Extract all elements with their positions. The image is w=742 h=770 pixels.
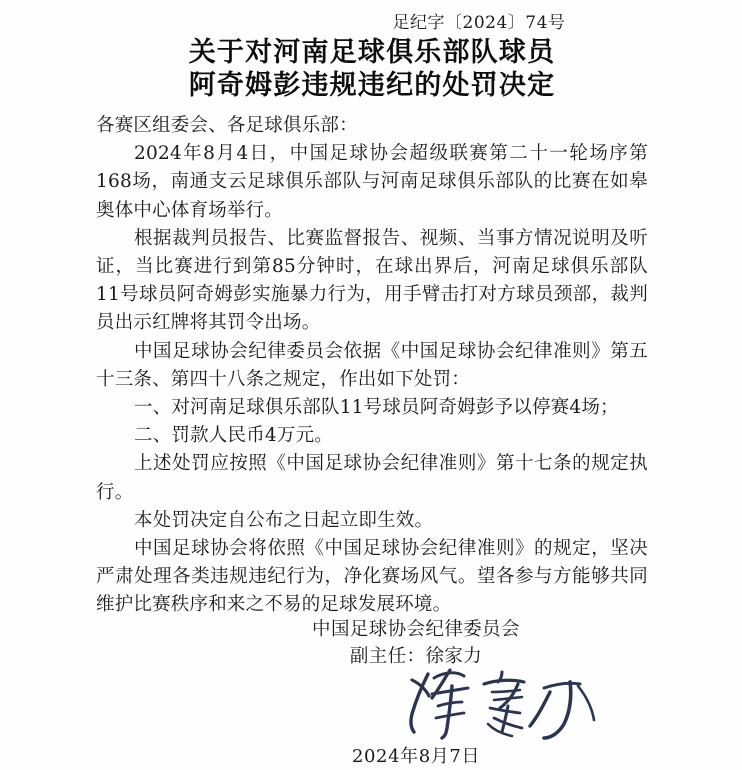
signature-date: 2024年8月7日 [351,746,481,767]
paragraph-execution: 上述处罚应按照《中国足球协会纪律准则》第十七条的规定执行。 [96,453,648,503]
handwritten-signature [398,662,628,742]
title-line-1: 关于对河南足球俱乐部队球员 [188,37,556,68]
paragraph-effective-date: 本处罚决定自公布之日起立即生效。 [134,509,434,531]
paragraph-incident: 根据裁判员报告、比赛监督报告、视频、当事方情况说明及听证，当比赛进行到第85分钟时，在球出界后，河南足球俱乐部队11号球员阿奇姆彭实施暴力行为，用手臂击打对方球员颈部，裁判员出示红牌将其罚令出场。 [96,227,648,334]
title-line-2: 阿奇姆彭违规违纪的处罚决定 [188,70,556,101]
document-body [96,112,648,620]
signature-block [96,616,648,670]
document-number: 足纪字〔2024〕74号 [392,13,566,33]
paragraph-closing-statement: 中国足球协会将依照《中国足球协会纪律准则》的规定，坚决严肃处理各类违规违纪行为，净化赛场风气。望各参与方能够共同维护比赛秩序和来之不易的足球发展环境。 [96,538,648,616]
penalty-item-1: 一、对河南足球俱乐部队11号球员阿奇姆彭予以停赛4场； [134,397,619,419]
penalty-item-2: 二、罚款人民币4万元。 [134,425,333,447]
issuing-organization: 中国足球协会纪律委员会 [312,619,520,640]
paragraph-legal-basis: 中国足球协会纪律委员会依据《中国足球协会纪律准则》第五十三条、第四十八条之规定，作出如下处罚： [96,340,648,390]
paragraph-match-info: 2024年8月4日，中国足球协会超级联赛第二十一轮场序第168场，南通支云足球俱乐部队与河南足球俱乐部队的比赛在如皋奥体中心体育场举行。 [96,143,648,221]
signatory-role-and-name: 副主任：徐家力 [349,646,483,667]
signature-ink-icon [398,662,628,742]
document-title [96,36,648,102]
salutation: 各赛区组委会、各足球俱乐部： [96,115,358,136]
